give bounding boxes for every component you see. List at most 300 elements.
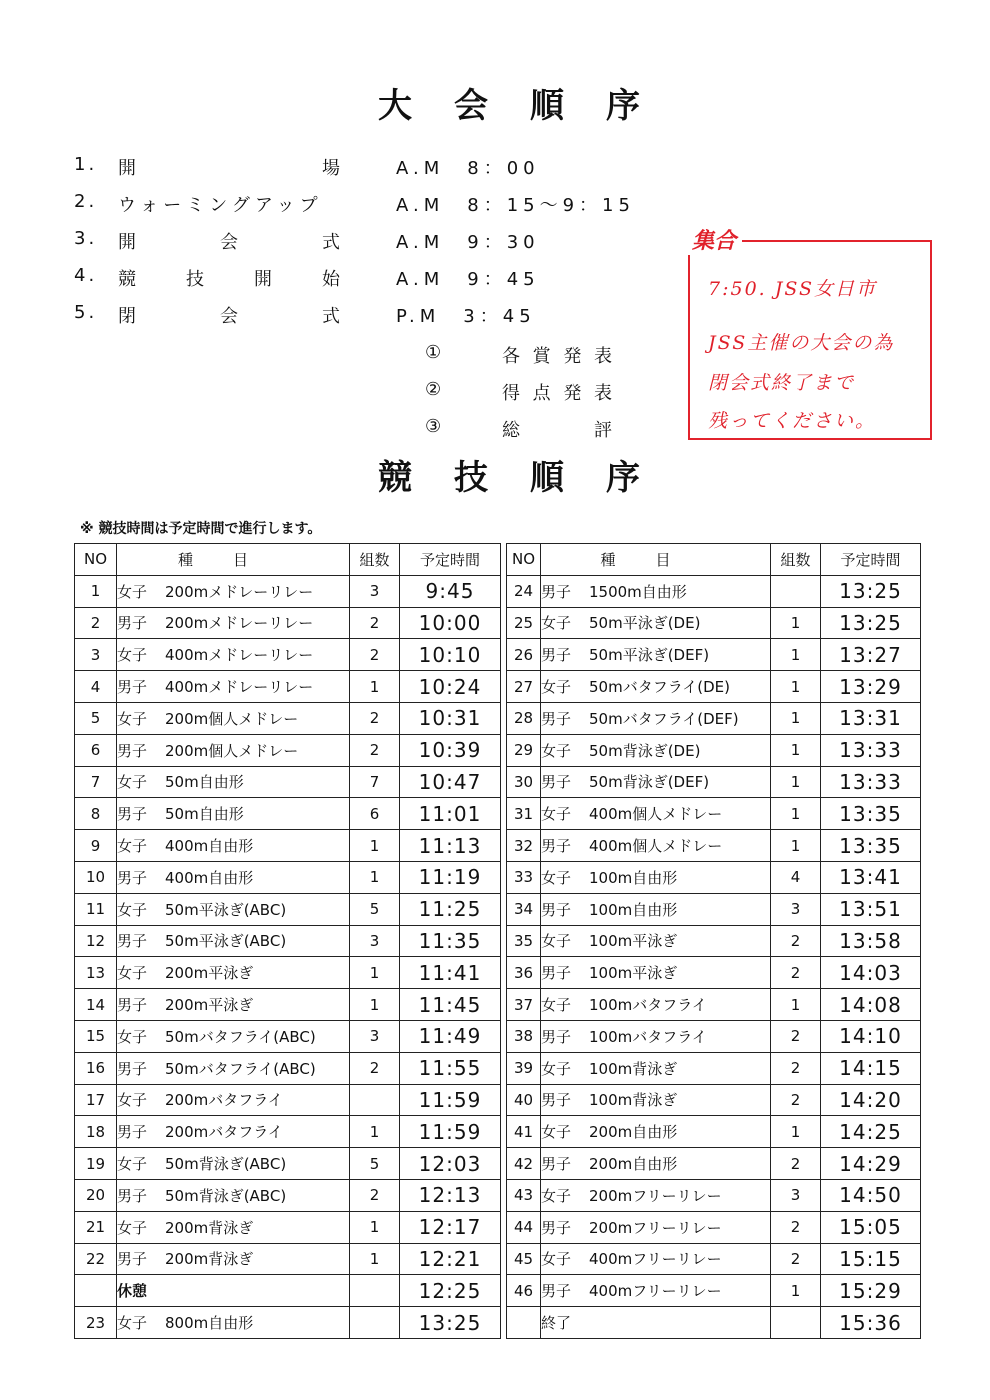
time-cell: [821, 671, 921, 703]
event-cell: [117, 1275, 350, 1307]
event-sex: 男子: [117, 1186, 148, 1205]
event-name: 400m個人メドレー: [589, 805, 723, 824]
event-number: 21: [85, 1218, 106, 1237]
table-row: [507, 607, 921, 639]
event-number-cell: [507, 1052, 541, 1084]
event-cell: [117, 702, 350, 734]
event-number: 28: [513, 709, 534, 728]
event-groups: 2: [369, 613, 380, 632]
time-cell: [400, 989, 501, 1021]
table-row: [507, 1020, 921, 1052]
event-number: 36: [513, 963, 534, 982]
event-name: 200m自由形: [589, 1123, 678, 1142]
event-name: 50mバタフライ(DE): [589, 678, 730, 697]
event-groups: 2: [790, 1154, 801, 1173]
time-cell: [821, 989, 921, 1021]
event-cell: [117, 1211, 350, 1243]
event-name: 200mフリーリレー: [589, 1218, 722, 1237]
groups-cell: [350, 1179, 400, 1211]
event-cell: [541, 639, 771, 671]
handwritten-note: [688, 228, 932, 440]
table-row: [75, 830, 501, 862]
event-groups: 2: [369, 741, 380, 760]
event-cell: [117, 766, 350, 798]
event-groups: 1: [369, 995, 380, 1014]
event-time: 10:31: [418, 706, 482, 731]
event-number: 43: [513, 1186, 534, 1205]
groups-cell: [350, 1116, 400, 1148]
groups-cell: [350, 1243, 400, 1275]
event-cell: [541, 861, 771, 893]
event-number-cell: [507, 861, 541, 893]
award-item: [425, 373, 625, 410]
table-row: [75, 1275, 501, 1307]
time-cell: [821, 925, 921, 957]
groups-cell: [771, 575, 821, 607]
event-sex: 女子: [541, 1250, 572, 1269]
event-time: 15:15: [839, 1246, 902, 1271]
table-row: [75, 1148, 501, 1180]
event-groups: 7: [369, 772, 380, 791]
event-name: 50mバタフライ(ABC): [165, 1059, 316, 1078]
event-groups: 2: [790, 1090, 801, 1109]
event-number: 33: [513, 868, 534, 887]
time-cell: [821, 1116, 921, 1148]
groups-cell: [771, 989, 821, 1021]
event-sex: 男子: [117, 1059, 148, 1078]
time-cell: [400, 798, 501, 830]
event-number-cell: [75, 830, 117, 862]
schedule-label: 競 技 開 始: [118, 269, 343, 290]
schedule-time: P.M 3：45: [396, 306, 536, 327]
closing-ceremony-items: [425, 336, 625, 447]
event-number: 38: [513, 1027, 534, 1046]
event-sex: 女子: [117, 900, 148, 919]
event-time: 12:25: [418, 1278, 482, 1303]
event-groups: 1: [790, 677, 801, 696]
event-name: 400mメドレーリレー: [165, 646, 314, 665]
groups-cell: [350, 893, 400, 925]
event-groups: 2: [790, 1027, 801, 1046]
event-time: 10:47: [418, 769, 482, 794]
time-cell: [821, 1275, 921, 1307]
event-time: 13:25: [839, 610, 902, 635]
event-cell: [117, 734, 350, 766]
event-name: 50m平泳ぎ(DEF): [589, 646, 710, 665]
event-cell: [541, 702, 771, 734]
event-name: 100m背泳ぎ: [589, 1059, 678, 1078]
header-event: 種目: [541, 544, 771, 576]
event-sex: 休憩: [117, 1282, 148, 1301]
event-sex: 女子: [117, 1155, 148, 1174]
groups-cell: [771, 1020, 821, 1052]
event-sex: 女子: [541, 1186, 572, 1205]
time-cell: [400, 1084, 501, 1116]
event-number-cell: [507, 1275, 541, 1307]
event-cell: [541, 607, 771, 639]
table-row: [507, 957, 921, 989]
time-cell: [821, 607, 921, 639]
event-cell: [117, 1020, 350, 1052]
meet-order-title: 大会順序: [378, 86, 682, 126]
event-number-cell: [507, 957, 541, 989]
groups-cell: [350, 671, 400, 703]
event-name: 200m平泳ぎ: [165, 964, 254, 983]
event-cell: [541, 989, 771, 1021]
event-time: 13:35: [839, 833, 902, 858]
event-number: 5: [90, 709, 101, 728]
event-sex: 女子: [541, 614, 572, 633]
time-cell: [400, 607, 501, 639]
event-cell: [541, 1084, 771, 1116]
event-name: 50m背泳ぎ(DE): [589, 741, 701, 760]
schedule-number: 1.: [74, 154, 98, 175]
time-cell: [400, 1020, 501, 1052]
time-cell: [821, 1052, 921, 1084]
event-sex: 女子: [117, 709, 148, 728]
event-sex: 女子: [541, 1123, 572, 1142]
event-number-cell: [75, 989, 117, 1021]
event-groups: 2: [369, 709, 380, 728]
event-sex: 男子: [117, 868, 148, 887]
event-number-cell: [507, 925, 541, 957]
event-number: 13: [85, 963, 106, 982]
event-time: 14:29: [839, 1151, 902, 1176]
event-cell: [541, 893, 771, 925]
event-groups: 1: [369, 868, 380, 887]
event-number-cell: [75, 575, 117, 607]
event-groups: 1: [790, 1122, 801, 1141]
groups-cell: [350, 830, 400, 862]
groups-cell: [350, 957, 400, 989]
event-number: 16: [85, 1059, 106, 1078]
event-number-cell: [507, 830, 541, 862]
event-groups: 2: [790, 931, 801, 950]
event-time: 14:15: [839, 1056, 902, 1081]
event-cell: [541, 671, 771, 703]
event-name: 50m背泳ぎ(ABC): [165, 1155, 287, 1174]
event-name: 50m背泳ぎ(DEF): [589, 773, 710, 792]
time-cell: [821, 702, 921, 734]
event-cell: [541, 957, 771, 989]
event-number-cell: [75, 1052, 117, 1084]
event-number-cell: [507, 1084, 541, 1116]
event-sex: 女子: [117, 1314, 148, 1333]
event-number: 1: [90, 582, 101, 601]
groups-cell: [771, 957, 821, 989]
event-groups: 6: [369, 804, 380, 823]
event-cell: [117, 1116, 350, 1148]
groups-cell: [350, 1084, 400, 1116]
event-time: 13:25: [418, 1310, 482, 1335]
event-number: 17: [85, 1090, 106, 1109]
event-number: 6: [90, 741, 101, 760]
event-number: 15: [85, 1027, 106, 1046]
event-number-cell: [75, 925, 117, 957]
event-time: 12:13: [418, 1183, 482, 1208]
event-number-cell: [507, 1179, 541, 1211]
event-cell: [541, 575, 771, 607]
event-groups: 3: [369, 582, 380, 601]
event-name: 50m平泳ぎ(ABC): [165, 900, 287, 919]
event-groups: 1: [369, 1122, 380, 1141]
event-number: 19: [85, 1154, 106, 1173]
event-number: 8: [90, 804, 101, 823]
event-sex: 女子: [117, 773, 148, 792]
event-sex: 女子: [541, 868, 572, 887]
event-time: 10:39: [418, 738, 482, 763]
meet-schedule: [74, 148, 674, 333]
table-row: [507, 798, 921, 830]
event-groups: 3: [369, 931, 380, 950]
award-label: 各 賞 発 表: [502, 346, 612, 367]
event-time: 11:49: [418, 1024, 482, 1049]
header-event: 種目: [117, 544, 350, 576]
table-row: [507, 1116, 921, 1148]
groups-cell: [771, 1275, 821, 1307]
award-label: 得 点 発 表: [502, 383, 612, 404]
time-cell: [821, 798, 921, 830]
event-time: 11:55: [418, 1056, 482, 1081]
table-row: [75, 766, 501, 798]
event-groups: 1: [369, 1249, 380, 1268]
groups-cell: [771, 925, 821, 957]
event-groups: 1: [790, 613, 801, 632]
table-row: [507, 989, 921, 1021]
event-number-cell: [507, 575, 541, 607]
groups-cell: [350, 1307, 400, 1339]
event-name: 200m背泳ぎ: [165, 1250, 254, 1269]
time-cell: [400, 1243, 501, 1275]
event-time: 13:29: [839, 674, 902, 699]
time-cell: [400, 639, 501, 671]
event-number: 31: [513, 804, 534, 823]
event-sex: 女子: [117, 837, 148, 856]
event-time: 11:35: [418, 928, 482, 953]
table-row: [75, 671, 501, 703]
time-cell: [821, 1148, 921, 1180]
groups-cell: [771, 639, 821, 671]
event-number-cell: [507, 1148, 541, 1180]
event-name: 400m自由形: [165, 868, 254, 887]
groups-cell: [350, 1275, 400, 1307]
event-sex: 男子: [541, 1027, 572, 1046]
event-number-cell: [507, 1116, 541, 1148]
event-number-cell: [75, 639, 117, 671]
event-sex: 女子: [117, 964, 148, 983]
event-table-right: [506, 543, 921, 1339]
groups-cell: [771, 671, 821, 703]
event-time: 12:03: [418, 1151, 482, 1176]
event-cell: [541, 1020, 771, 1052]
table-row: [507, 766, 921, 798]
event-cell: [541, 830, 771, 862]
event-sex: 女子: [541, 678, 572, 697]
groups-cell: [771, 1052, 821, 1084]
event-number-cell: [75, 607, 117, 639]
event-number: 23: [85, 1313, 106, 1332]
award-label: 総 評: [502, 420, 612, 441]
event-name: 100m自由形: [589, 868, 678, 887]
time-cell: [400, 1179, 501, 1211]
table-row: [507, 925, 921, 957]
event-sex: 女子: [117, 1091, 148, 1110]
event-time: 11:01: [418, 801, 482, 826]
groups-cell: [350, 861, 400, 893]
event-cell: [541, 1307, 771, 1339]
event-name: 200mメドレーリレー: [165, 582, 314, 601]
event-number-cell: [75, 1211, 117, 1243]
event-cell: [117, 575, 350, 607]
event-number-cell: [75, 671, 117, 703]
time-cell: [821, 1243, 921, 1275]
time-cell: [400, 861, 501, 893]
table-row: [507, 671, 921, 703]
header-groups: 組数: [350, 544, 400, 576]
event-number-cell: [507, 734, 541, 766]
event-number: 37: [513, 995, 534, 1014]
event-time: 15:05: [839, 1215, 902, 1240]
event-time: 11:59: [418, 1087, 482, 1112]
time-cell: [400, 1148, 501, 1180]
event-time: 10:10: [418, 642, 482, 667]
event-time: 11:25: [418, 897, 482, 922]
table-row: [75, 798, 501, 830]
note-line: JSS主催の大会の為: [708, 332, 895, 354]
event-sex: 男子: [541, 1282, 572, 1301]
event-sex: 女子: [541, 805, 572, 824]
header-no: NO: [507, 544, 541, 576]
event-groups: 5: [369, 900, 380, 919]
time-cell: [400, 766, 501, 798]
award-item: [425, 336, 625, 373]
event-number-cell: [507, 671, 541, 703]
event-cell: [117, 1148, 350, 1180]
event-time: 14:08: [839, 992, 902, 1017]
time-cell: [821, 1020, 921, 1052]
event-cell: [541, 798, 771, 830]
event-number-cell: [75, 798, 117, 830]
event-number: 18: [85, 1122, 106, 1141]
event-cell: [117, 925, 350, 957]
note-line: 7:50. JSS女日市: [708, 278, 878, 300]
event-cell: [117, 671, 350, 703]
event-number-cell: [507, 798, 541, 830]
event-number-cell: [75, 893, 117, 925]
event-groups: 1: [369, 677, 380, 696]
event-number: 42: [513, 1154, 534, 1173]
event-time: 13:33: [839, 769, 902, 794]
time-cell: [821, 766, 921, 798]
event-cell: [541, 1116, 771, 1148]
event-groups: 3: [369, 1027, 380, 1046]
event-cell: [117, 989, 350, 1021]
event-time: 15:36: [839, 1310, 902, 1335]
event-time: 13:25: [839, 579, 902, 604]
groups-cell: [350, 1052, 400, 1084]
event-cell: [117, 798, 350, 830]
table-row: [507, 830, 921, 862]
event-time: 11:59: [418, 1119, 482, 1144]
event-number: 4: [90, 677, 101, 696]
event-number-cell: [507, 702, 541, 734]
event-name: 100m平泳ぎ: [589, 964, 678, 983]
groups-cell: [771, 1084, 821, 1116]
event-name: 200mバタフライ: [165, 1123, 283, 1142]
table-row: [75, 1243, 501, 1275]
event-number: 34: [513, 900, 534, 919]
event-time: 13:31: [839, 706, 902, 731]
event-name: 200mメドレーリレー: [165, 614, 314, 633]
event-number: 9: [90, 836, 101, 855]
event-time: 13:41: [839, 865, 902, 890]
event-cell: [541, 925, 771, 957]
event-name: 200m平泳ぎ: [165, 996, 254, 1015]
timing-notice: ※ 競技時間は予定時間で進行します。: [80, 521, 322, 537]
event-number: 10: [85, 868, 106, 887]
event-cell: [117, 1084, 350, 1116]
event-number-cell: [75, 1243, 117, 1275]
event-number: 32: [513, 836, 534, 855]
event-number-cell: [507, 1243, 541, 1275]
time-cell: [400, 925, 501, 957]
event-groups: 2: [369, 645, 380, 664]
event-cell: [541, 1211, 771, 1243]
table-row: [75, 607, 501, 639]
event-cell: [117, 957, 350, 989]
event-name: 50m平泳ぎ(DE): [589, 614, 701, 633]
event-cell: [541, 766, 771, 798]
event-name: 200mフリーリレー: [589, 1186, 722, 1205]
groups-cell: [350, 1211, 400, 1243]
event-number-cell: [75, 1148, 117, 1180]
event-groups: 3: [790, 1186, 801, 1205]
event-name: 200m個人メドレー: [165, 741, 299, 760]
event-time: 15:29: [839, 1278, 902, 1303]
event-groups: 1: [790, 772, 801, 791]
event-sex: 女子: [541, 996, 572, 1015]
event-name: 100m背泳ぎ: [589, 1091, 678, 1110]
groups-cell: [771, 861, 821, 893]
event-groups: 1: [790, 836, 801, 855]
event-cell: [117, 893, 350, 925]
event-number: 12: [85, 931, 106, 950]
time-cell: [400, 1275, 501, 1307]
event-sex: 男子: [117, 1250, 148, 1269]
event-sex: 男子: [541, 646, 572, 665]
note-line: 閉会式終了まで: [708, 372, 856, 394]
event-name: 100m平泳ぎ: [589, 932, 678, 951]
event-name: 100m自由形: [589, 900, 678, 919]
time-cell: [400, 893, 501, 925]
schedule-number: 3.: [74, 228, 98, 249]
time-cell: [400, 1211, 501, 1243]
event-time: 11:41: [418, 960, 482, 985]
schedule-time: A.M 9：30: [396, 232, 540, 253]
table-row: [75, 639, 501, 671]
event-name: 100mバタフライ: [589, 996, 707, 1015]
table-row: [507, 1275, 921, 1307]
groups-cell: [350, 639, 400, 671]
event-cell: [117, 1307, 350, 1339]
table-row: [75, 575, 501, 607]
event-sex: 女子: [117, 1027, 148, 1046]
event-cell: [117, 830, 350, 862]
event-name: 50m背泳ぎ(ABC): [165, 1186, 287, 1205]
event-sex: 女子: [541, 932, 572, 951]
event-number-cell: [507, 1307, 541, 1339]
event-sex: 男子: [117, 678, 148, 697]
